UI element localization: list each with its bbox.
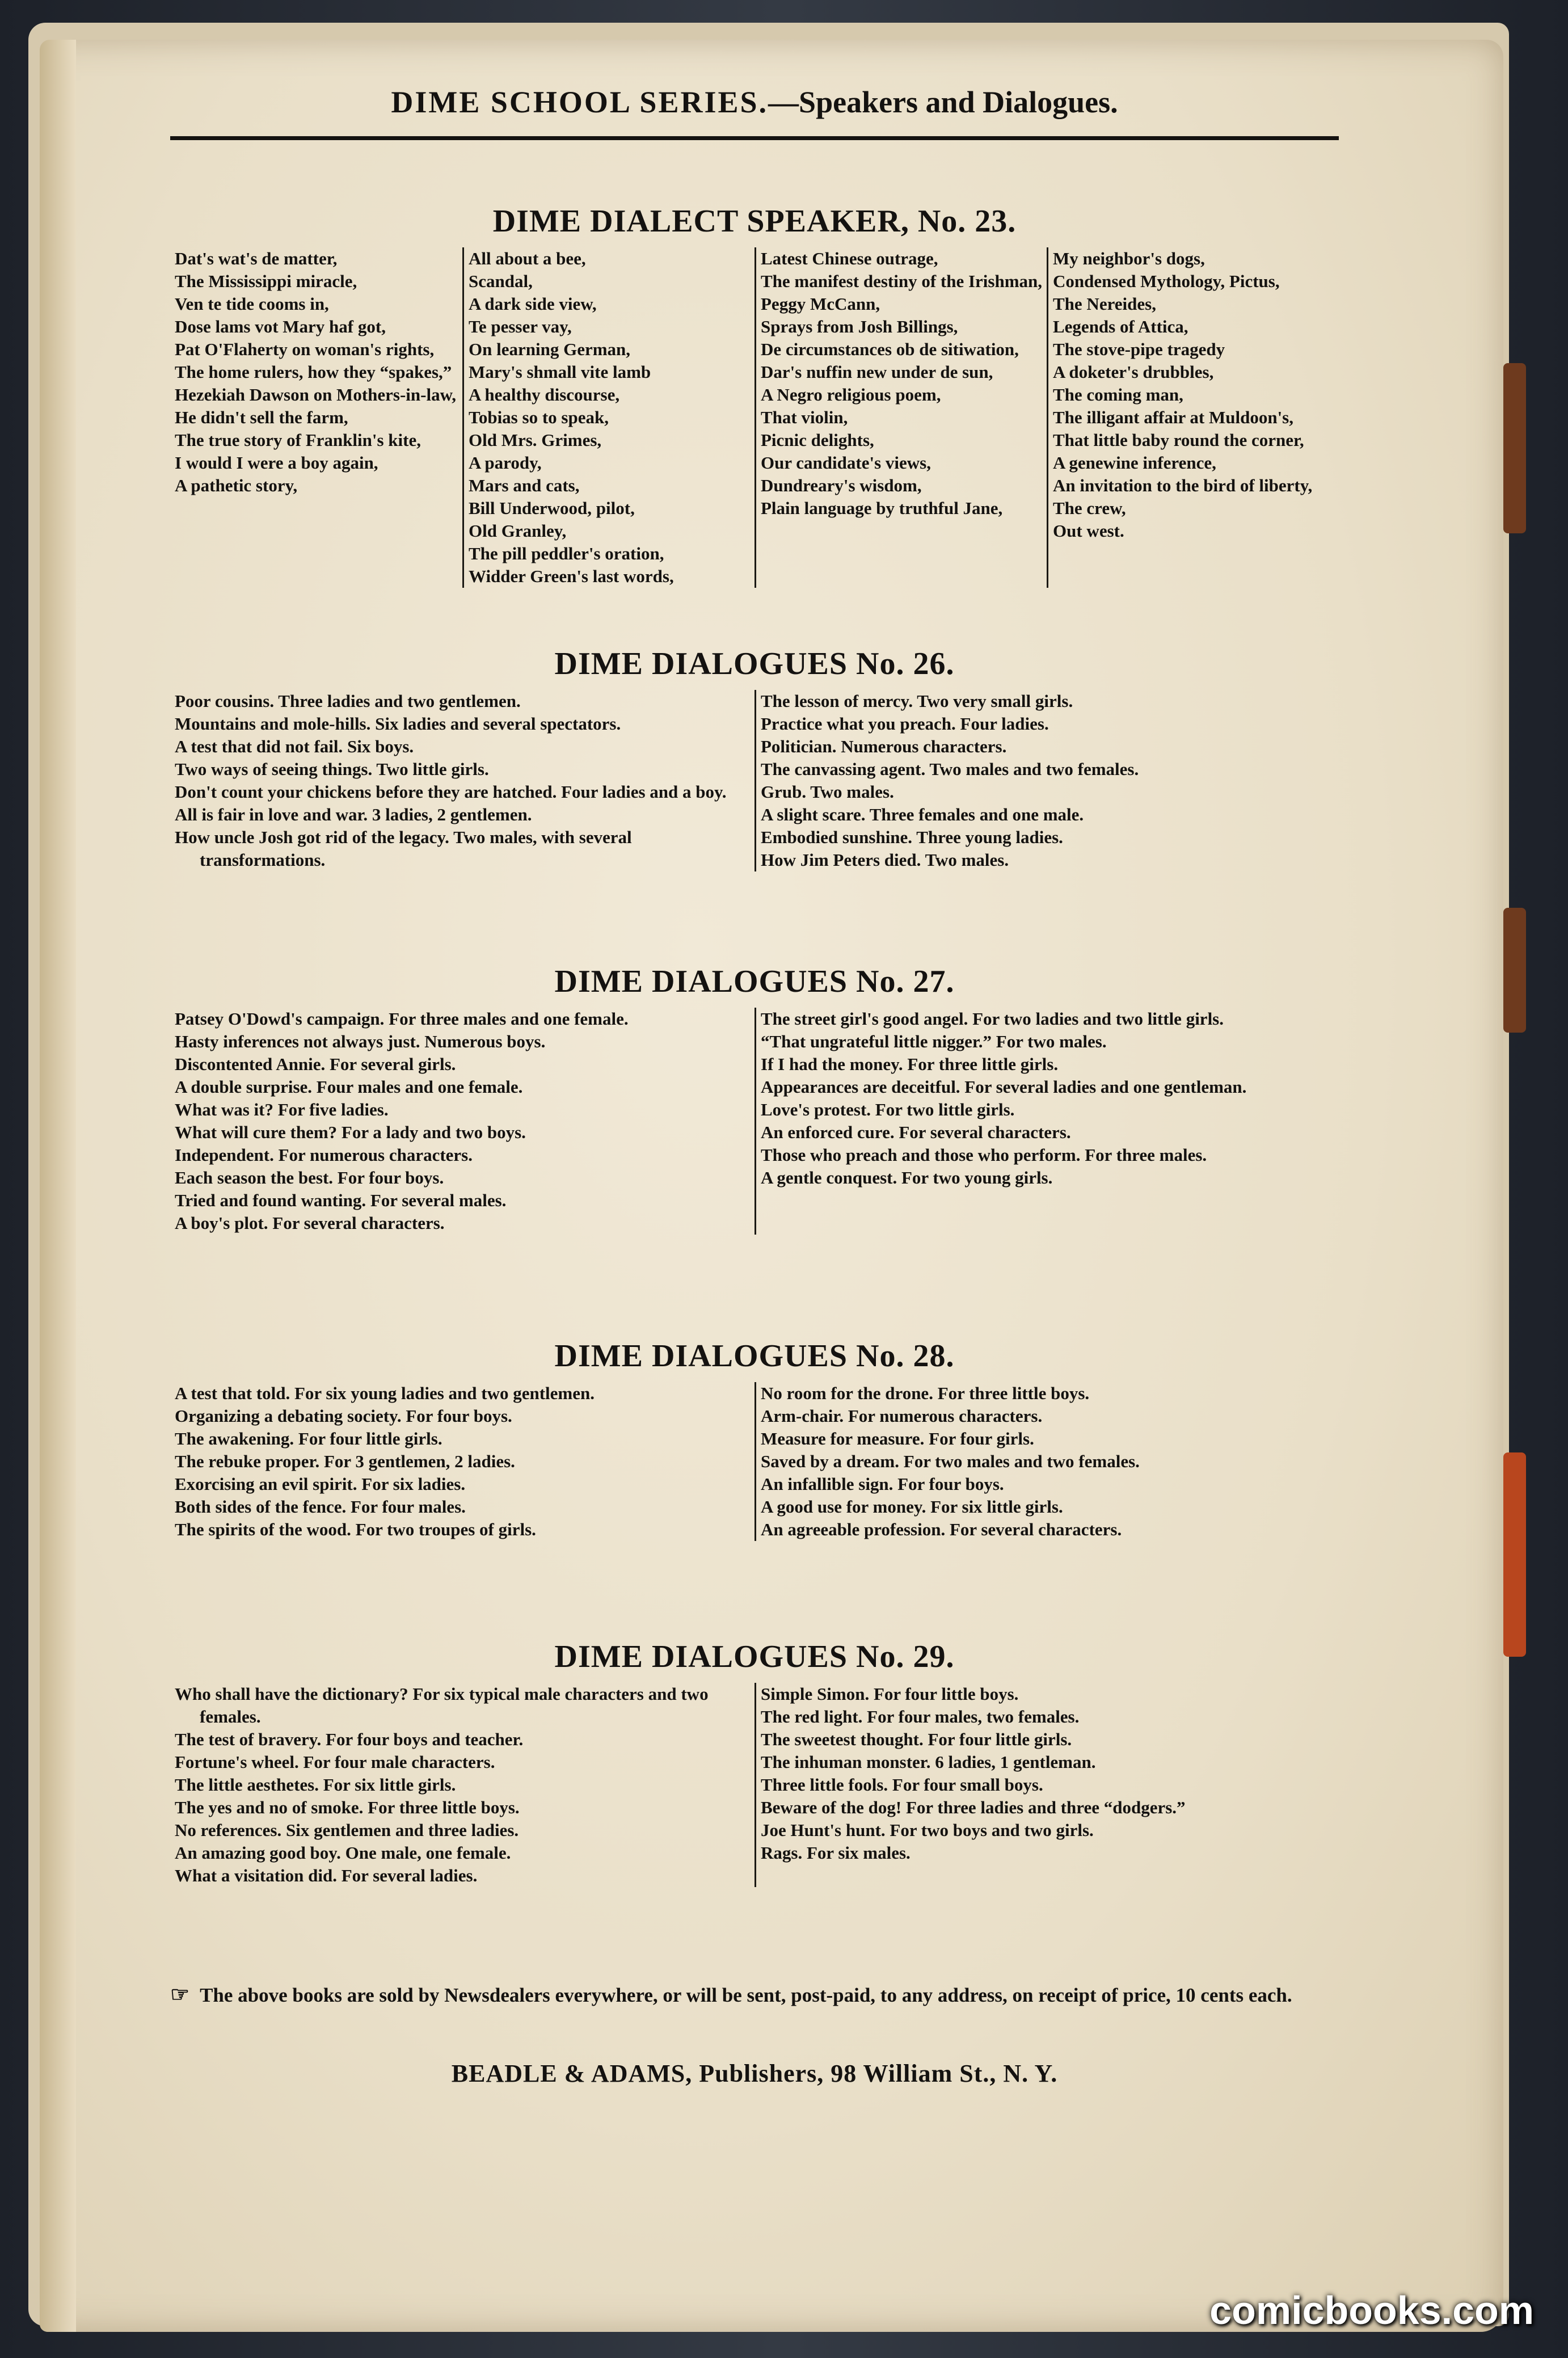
- list-item: Old Mrs. Grimes,: [469, 430, 602, 450]
- head-rule: [170, 136, 1339, 140]
- list-item: An invitation to the bird of liberty,: [1053, 475, 1313, 495]
- site-watermark: comicbooks.com: [1209, 2288, 1534, 2332]
- list-item: Who shall have the dictionary? For six typical male characters and two females.: [175, 1684, 709, 1727]
- list-item: Rags. For six males.: [761, 1843, 911, 1863]
- section-title: DIME DIALOGUES No. 27.: [554, 964, 955, 999]
- list-item: Simple Simon. For four little boys.: [761, 1684, 1019, 1704]
- list-item: The red light. For four males, two females.: [761, 1707, 1080, 1727]
- list-item: Tobias so to speak,: [469, 407, 609, 427]
- section-title: DIME DIALOGUES No. 28.: [554, 1338, 955, 1374]
- list-item: My neighbor's dogs,: [1053, 249, 1205, 268]
- section-dialect-speaker-23: [170, 199, 1339, 586]
- list-item: Three little fools. For four small boys.: [761, 1775, 1043, 1795]
- list-item: How uncle Josh got rid of the legacy. Two males, with several transformations.: [175, 827, 632, 870]
- running-head: [170, 74, 1339, 130]
- list-item: Grub. Two males.: [761, 782, 894, 802]
- list-item: Widder Green's last words,: [469, 566, 674, 586]
- list-item: Old Granley,: [469, 521, 567, 541]
- list-item: The test of bravery. For four boys and teacher.: [175, 1729, 524, 1749]
- list-item: Two ways of seeing things. Two little girls.: [175, 759, 489, 779]
- list-item: The street girl's good angel. For two ladies and two little girls.: [761, 1009, 1224, 1029]
- list-item: A slight scare. Three females and one male.: [761, 805, 1084, 824]
- list-item: Saved by a dream. For two males and two females.: [761, 1451, 1140, 1471]
- list-item: A test that told. For six young ladies and two gentlemen.: [175, 1383, 595, 1403]
- list-item: I would I were a boy again,: [175, 453, 378, 473]
- list-item: What will cure them? For a lady and two boys.: [175, 1122, 526, 1142]
- list-item: Latest Chinese outrage,: [761, 249, 938, 268]
- list-item: Each season the best. For four boys.: [175, 1168, 444, 1188]
- list-item: Dose lams vot Mary haf got,: [175, 317, 386, 336]
- page-edge-tear: [1503, 363, 1526, 533]
- column: [170, 1683, 755, 1887]
- list-item: All is fair in love and war. 3 ladies, 2 gentlemen.: [175, 805, 532, 824]
- list-item: A genewine inference,: [1053, 453, 1216, 473]
- section-columns: [170, 690, 1339, 871]
- page-edge-tear: [1503, 908, 1526, 1033]
- section-dialogues-29: [170, 1634, 1339, 1885]
- list-item: Dundreary's wisdom,: [761, 475, 922, 495]
- column: [755, 1008, 1339, 1235]
- list-item: The illigant affair at Muldoon's,: [1053, 407, 1293, 427]
- section-columns: [170, 1683, 1339, 1887]
- publisher-line: BEADLE & ADAMS, Publishers, 98 William St., N. Y.: [451, 2060, 1058, 2087]
- list-item: Peggy McCann,: [761, 294, 880, 314]
- page-edge-stain: [1503, 1452, 1526, 1657]
- ordering-notice: [170, 1977, 1339, 2013]
- column: [170, 247, 462, 588]
- list-item: A test that did not fail. Six boys.: [175, 736, 414, 756]
- list-item: The true story of Franklin's kite,: [175, 430, 421, 450]
- list-item: Joe Hunt's hunt. For two boys and two girls.: [761, 1820, 1094, 1840]
- list-item: Mars and cats,: [469, 475, 580, 495]
- list-item: A healthy discourse,: [469, 385, 620, 405]
- column: [755, 1683, 1339, 1887]
- list-item: An enforced cure. For several characters.: [761, 1122, 1071, 1142]
- list-item: If I had the money. For three little girls.: [761, 1054, 1059, 1074]
- column: [755, 247, 1047, 588]
- list-item: The canvassing agent. Two males and two females.: [761, 759, 1139, 779]
- column: [1047, 247, 1339, 588]
- ordering-notice-text: The above books are sold by Newsdealers everywhere, or will be sent, post-paid, to any address, on receipt of price, 10 cents each.: [200, 1984, 1292, 2006]
- list-item: Tried and found wanting. For several males.: [175, 1190, 507, 1210]
- list-item: An agreeable profession. For several characters.: [761, 1519, 1122, 1539]
- list-item: A parody,: [469, 453, 542, 473]
- list-item: No room for the drone. For three little boys.: [761, 1383, 1090, 1403]
- column: [170, 690, 755, 871]
- list-item: De circumstances ob de sitiwation,: [761, 339, 1019, 359]
- list-item: The yes and no of smoke. For three little boys.: [175, 1797, 520, 1817]
- column: [170, 1008, 755, 1235]
- list-item: A doketer's drubbles,: [1053, 362, 1214, 382]
- list-item: The manifest destiny of the Irishman,: [761, 271, 1043, 291]
- list-item: Dat's wat's de matter,: [175, 249, 338, 268]
- list-item: A boy's plot. For several characters.: [175, 1213, 445, 1233]
- list-item: Patsey O'Dowd's campaign. For three males and one female.: [175, 1009, 629, 1029]
- list-item: Bill Underwood, pilot,: [469, 498, 635, 518]
- list-item: That violin,: [761, 407, 848, 427]
- list-item: He didn't sell the farm,: [175, 407, 348, 427]
- list-item: The pill peddler's oration,: [469, 544, 664, 563]
- list-item: Picnic delights,: [761, 430, 874, 450]
- list-item: Plain language by truthful Jane,: [761, 498, 1003, 518]
- list-item: A dark side view,: [469, 294, 597, 314]
- list-item: A good use for money. For six little girls.: [761, 1497, 1063, 1517]
- list-item: Sprays from Josh Billings,: [761, 317, 958, 336]
- list-item: Hezekiah Dawson on Mothers-in-law,: [175, 385, 456, 405]
- list-item: An amazing good boy. One male, one female.: [175, 1843, 511, 1863]
- list-item: “That ungrateful little nigger.” For two males.: [761, 1031, 1107, 1051]
- list-item: The Mississippi miracle,: [175, 271, 357, 291]
- list-item: Independent. For numerous characters.: [175, 1145, 473, 1165]
- list-item: The lesson of mercy. Two very small girls.: [761, 691, 1073, 711]
- column: [462, 247, 755, 588]
- list-item: A Negro religious poem,: [761, 385, 941, 405]
- spine-strip: [40, 40, 76, 2332]
- list-item: Out west.: [1053, 521, 1124, 541]
- list-item: Condensed Mythology, Pictus,: [1053, 271, 1280, 291]
- page-content: [170, 74, 1339, 2087]
- list-item: Appearances are deceitful. For several ladies and one gentleman.: [761, 1077, 1247, 1097]
- list-item: Our candidate's views,: [761, 453, 931, 473]
- running-head-series: DIME SCHOOL SERIES.: [391, 85, 769, 119]
- list-item: Exorcising an evil spirit. For six ladies.: [175, 1474, 466, 1494]
- list-item: Organizing a debating society. For four boys.: [175, 1406, 512, 1426]
- list-item: Mountains and mole-hills. Six ladies and several spectators.: [175, 714, 621, 734]
- column: [755, 690, 1339, 871]
- list-item: The spirits of the wood. For two troupes of girls.: [175, 1519, 536, 1539]
- list-item: A gentle conquest. For two young girls.: [761, 1168, 1053, 1188]
- list-item: The little aesthetes. For six little girls.: [175, 1775, 456, 1795]
- list-item: All about a bee,: [469, 249, 586, 268]
- list-item: Embodied sunshine. Three young ladies.: [761, 827, 1063, 847]
- list-item: The sweetest thought. For four little girls.: [761, 1729, 1072, 1749]
- list-item: Don't count your chickens before they are hatched. Four ladies and a boy.: [175, 782, 727, 802]
- list-item: What a visitation did. For several ladies.: [175, 1866, 478, 1885]
- list-item: Both sides of the fence. For four males.: [175, 1497, 466, 1517]
- list-item: Measure for measure. For four girls.: [761, 1429, 1034, 1449]
- list-item: Those who preach and those who perform. For three males.: [761, 1145, 1207, 1165]
- list-item: Poor cousins. Three ladies and two gentlemen.: [175, 691, 521, 711]
- list-item: Love's protest. For two little girls.: [761, 1100, 1015, 1119]
- list-item: Arm-chair. For numerous characters.: [761, 1406, 1043, 1426]
- list-item: No references. Six gentlemen and three ladies.: [175, 1820, 519, 1840]
- list-item: The home rulers, how they “spakes,”: [175, 362, 452, 382]
- column: [170, 1382, 755, 1541]
- list-item: What was it? For five ladies.: [175, 1100, 389, 1119]
- running-head-subtitle: —Speakers and Dialogues.: [768, 85, 1118, 119]
- list-item: Beware of the dog! For three ladies and three “dodgers.”: [761, 1797, 1186, 1817]
- section-columns: [170, 247, 1339, 588]
- list-item: A double surprise. Four males and one female.: [175, 1077, 523, 1097]
- section-title: DIME DIALOGUES No. 29.: [554, 1639, 955, 1674]
- pointing-hand-icon: ☞: [170, 1983, 190, 2007]
- list-item: The awakening. For four little girls.: [175, 1429, 442, 1449]
- section-columns: [170, 1008, 1339, 1235]
- list-item: The coming man,: [1053, 385, 1183, 405]
- section-title: DIME DIALOGUES No. 26.: [554, 646, 955, 681]
- list-item: An infallible sign. For four boys.: [761, 1474, 1004, 1494]
- section-dialogues-26: [170, 641, 1339, 870]
- list-item: The inhuman monster. 6 ladies, 1 gentleman.: [761, 1752, 1096, 1772]
- list-item: Pat O'Flaherty on woman's rights,: [175, 339, 435, 359]
- list-item: On learning German,: [469, 339, 631, 359]
- column: [755, 1382, 1339, 1541]
- list-item: Practice what you preach. Four ladies.: [761, 714, 1049, 734]
- section-dialogues-27: [170, 959, 1339, 1233]
- section-title: DIME DIALECT SPEAKER, No. 23.: [492, 204, 1017, 239]
- list-item: That little baby round the corner,: [1053, 430, 1304, 450]
- list-item: Ven te tide cooms in,: [175, 294, 329, 314]
- list-item: Discontented Annie. For several girls.: [175, 1054, 456, 1074]
- list-item: Hasty inferences not always just. Numerous boys.: [175, 1031, 546, 1051]
- list-item: Fortune's wheel. For four male characters.: [175, 1752, 495, 1772]
- list-item: The rebuke proper. For 3 gentlemen, 2 ladies.: [175, 1451, 515, 1471]
- list-item: Mary's shmall vite lamb: [469, 362, 651, 382]
- list-item: Dar's nuffin new under de sun,: [761, 362, 993, 382]
- list-item: Te pesser vay,: [469, 317, 572, 336]
- list-item: Legends of Attica,: [1053, 317, 1188, 336]
- list-item: The Nereides,: [1053, 294, 1156, 314]
- section-dialogues-28: [170, 1333, 1339, 1539]
- list-item: How Jim Peters died. Two males.: [761, 850, 1009, 870]
- section-columns: [170, 1382, 1339, 1541]
- list-item: The stove-pipe tragedy: [1053, 339, 1225, 359]
- list-item: The crew,: [1053, 498, 1126, 518]
- list-item: Scandal,: [469, 271, 533, 291]
- list-item: A pathetic story,: [175, 475, 298, 495]
- list-item: Politician. Numerous characters.: [761, 736, 1007, 756]
